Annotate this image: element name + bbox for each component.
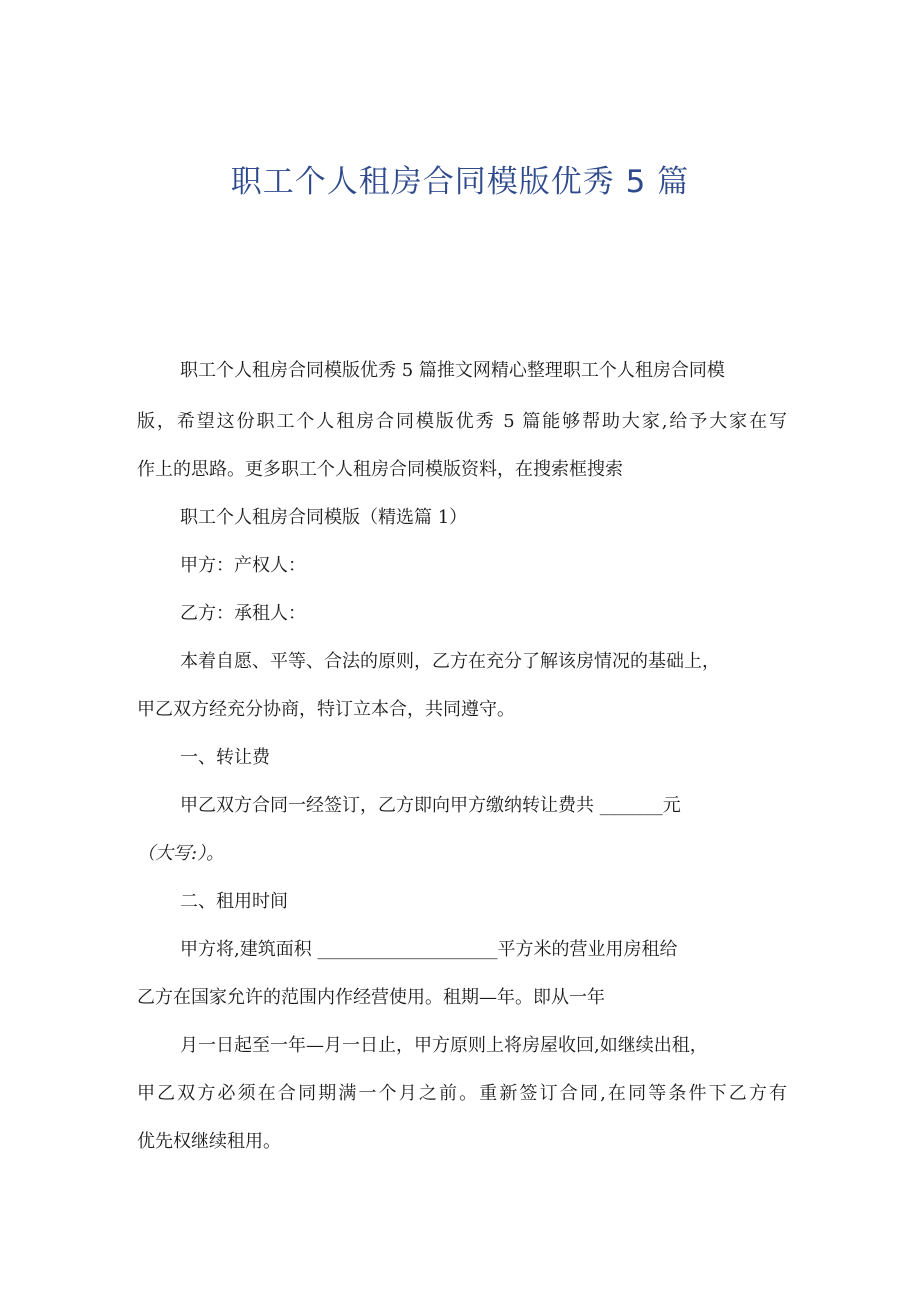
party-a: 甲方：产权人：: [180, 555, 306, 576]
principle-line-1: 本着自愿、平等、合法的原则，乙方在充分了解该房情况的基础上，: [180, 651, 720, 672]
clause-1-line-2: （大写:）。: [137, 843, 225, 864]
clause-2-line-1: 甲方将,建筑面积 ____________________平方米的营业用房租给: [180, 939, 678, 960]
clause-2-line-4: 甲乙双方必须在合同期满一个月之前。重新签订合同,在同等条件下乙方有: [137, 1083, 787, 1104]
party-b: 乙方：承租人：: [180, 603, 306, 624]
intro-line-1: 职工个人租房合同模版优秀 5 篇推文网精心整理职工个人租房合同模: [180, 360, 725, 381]
clause-2-line-3: 月一日起至一年—月一日止，甲方原则上将房屋收回,如继续出租，: [180, 1035, 708, 1056]
section-title: 职工个人租房合同模版（精选篇 1）: [180, 507, 468, 528]
clause-1-line-1: 甲乙双方合同一经签订，乙方即向甲方缴纳转让费共 _______元: [180, 795, 681, 816]
clause-2-line-2: 乙方在国家允许的范围内作经营使用。租期—年。即从一年: [137, 987, 605, 1008]
intro-line-2: 版，希望这份职工个人租房合同模版优秀 5 篇能够帮助大家,给予大家在写: [137, 411, 787, 432]
clause-2-heading: 二、租用时间: [180, 891, 288, 912]
principle-line-2: 甲乙双方经充分协商，特订立本合，共同遵守。: [137, 699, 515, 720]
document-title: 职工个人租房合同模版优秀 5 篇: [230, 164, 690, 200]
clause-2-line-5: 优先权继续租用。: [137, 1131, 281, 1152]
intro-line-3: 作上的思路。更多职工个人租房合同模版资料，在搜索框搜索: [137, 459, 623, 480]
clause-1-heading: 一、转让费: [180, 747, 270, 768]
